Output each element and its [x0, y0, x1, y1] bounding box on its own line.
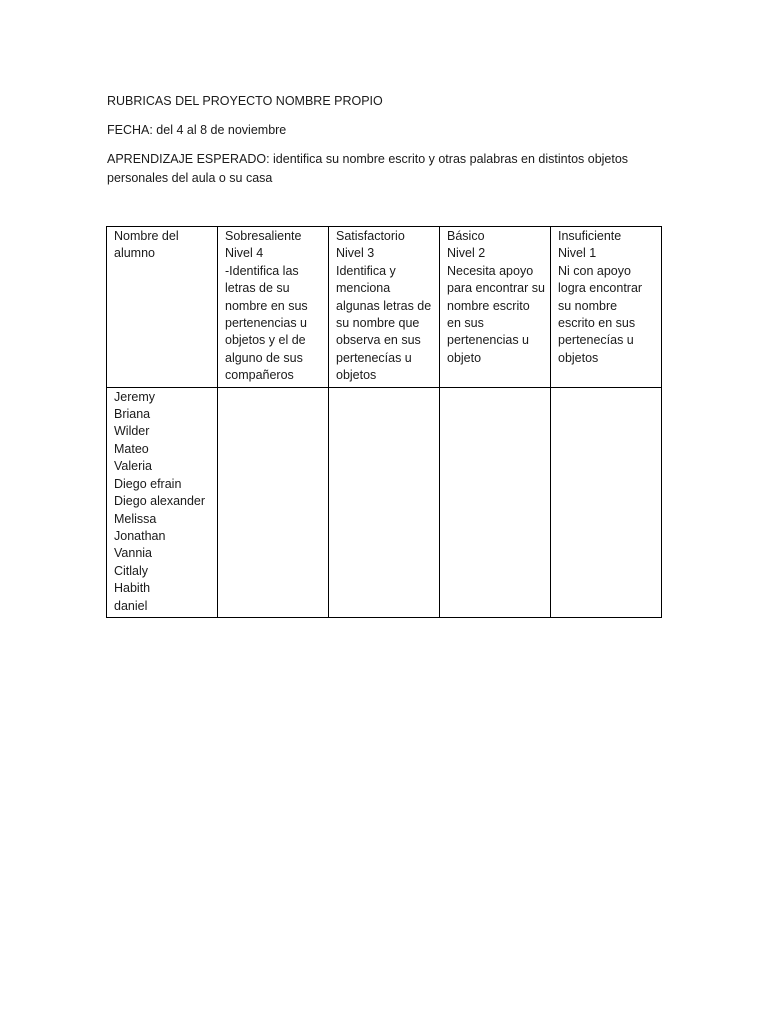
level-title: Sobresaliente [225, 229, 302, 243]
level-title: Básico [447, 229, 485, 243]
level-description: Ni con apoyo logra encontrar su nombre escrito en sus pertenecías u objetos [558, 263, 643, 365]
student-name: Diego efrain [114, 476, 182, 491]
student-name: Diego alexander [114, 494, 206, 509]
level-title: Insuficiente [558, 229, 622, 243]
level-number: Nivel 4 [225, 246, 264, 261]
student-name: Briana [114, 407, 151, 422]
student-names-cell [107, 387, 218, 617]
document-title: RUBRICAS DEL PROYECTO NOMBRE PROPIO [107, 94, 383, 108]
student-name: Mateo [114, 441, 149, 456]
student-name: daniel [114, 598, 148, 613]
level-1-cell [551, 387, 662, 617]
level-number: Nivel 2 [447, 246, 486, 261]
student-row [107, 387, 662, 617]
expected-learning: APRENDIZAJE ESPERADO: identifica su nombre escrito y otras palabras en distintos objetos personales del aula o su casa [107, 152, 629, 185]
student-name: Jonathan [114, 528, 166, 543]
header-level-2 [440, 227, 551, 388]
header-level-4 [218, 227, 329, 388]
date-line: FECHA: del 4 al 8 de noviembre [107, 123, 287, 137]
rubric-table [106, 226, 662, 618]
level-description: -Identifica las letras de su nombre en sus pertenencias u objetos y el de alguno de sus compañeros [225, 263, 308, 383]
level-2-cell [440, 387, 551, 617]
student-name: Wilder [114, 424, 150, 439]
header-level-1 [551, 227, 662, 388]
student-name: Valeria [114, 459, 152, 474]
level-number: Nivel 1 [558, 246, 597, 261]
level-title: Satisfactorio [336, 229, 405, 243]
student-name: Vannia [114, 546, 152, 561]
header-row [107, 227, 662, 388]
student-name: Citlaly [114, 563, 149, 578]
header-level-3 [329, 227, 440, 388]
level-3-cell [329, 387, 440, 617]
header-student-name [107, 227, 218, 388]
student-name: Habith [114, 581, 151, 596]
level-number: Nivel 3 [336, 246, 375, 261]
level-description: Identifica y menciona algunas letras de su nombre que observa en sus pertenecías u objetos [336, 263, 432, 383]
level-4-cell [218, 387, 329, 617]
level-description: Necesita apoyo para encontrar su nombre escrito en sus pertenencias u objeto [447, 263, 545, 365]
header-line: Nombre del alumno [114, 229, 179, 261]
student-name: Melissa [114, 511, 157, 526]
student-name: Jeremy [114, 389, 155, 404]
